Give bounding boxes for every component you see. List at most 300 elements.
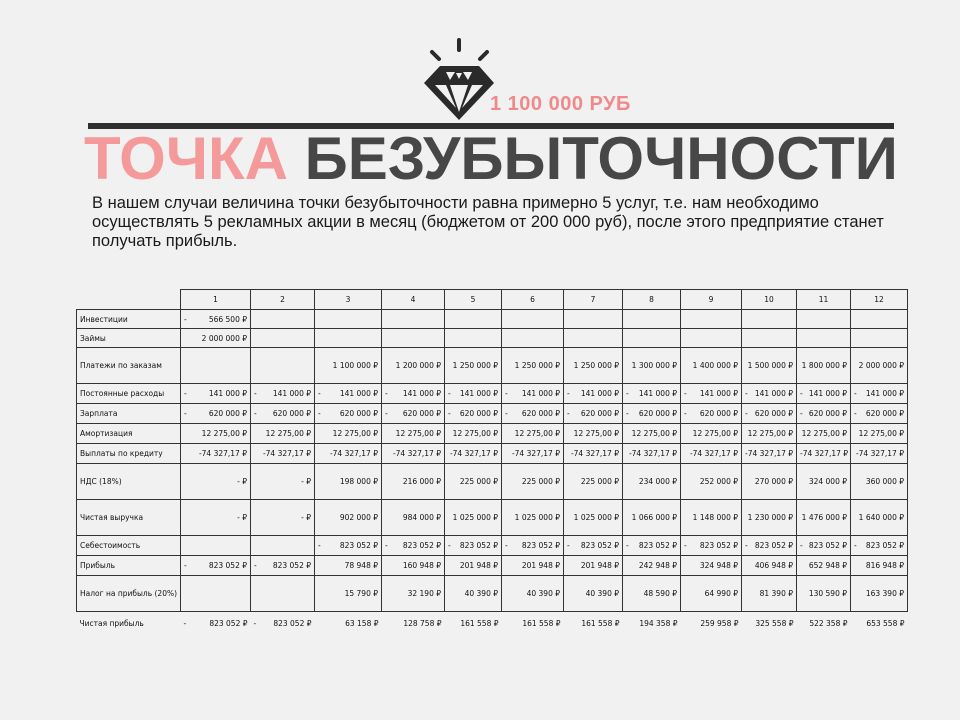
cell-value: 141 000 ₽ bbox=[272, 389, 311, 398]
cell-value: - ₽ bbox=[301, 513, 311, 522]
table-cell bbox=[181, 612, 251, 635]
table-cell bbox=[181, 424, 251, 444]
table-row bbox=[77, 464, 908, 500]
cell-value: 78 948 ₽ bbox=[344, 561, 378, 570]
table-cell bbox=[851, 310, 908, 329]
table-cell bbox=[251, 444, 315, 464]
cell-value: - ₽ bbox=[237, 477, 247, 486]
cell-value: 1 800 000 ₽ bbox=[801, 361, 847, 370]
negative-marker: - bbox=[385, 409, 388, 418]
cell-value: 141 000 ₽ bbox=[808, 389, 847, 398]
table-cell bbox=[681, 576, 742, 612]
table-cell bbox=[742, 424, 797, 444]
cell-value: 64 990 ₽ bbox=[704, 589, 738, 598]
cell-value: 141 000 ₽ bbox=[865, 389, 904, 398]
row-label: Прибыль bbox=[77, 556, 181, 576]
cell-value: 823 052 ₽ bbox=[459, 541, 498, 550]
cell-value: 823 052 ₽ bbox=[402, 541, 441, 550]
table-cell bbox=[251, 384, 315, 404]
table-cell bbox=[681, 536, 742, 556]
table-cell bbox=[181, 556, 251, 576]
table-cell bbox=[851, 576, 908, 612]
cell-value: 194 358 ₽ bbox=[639, 618, 678, 628]
cell-value: 225 000 ₽ bbox=[580, 477, 619, 486]
column-header: 12 bbox=[851, 290, 908, 310]
negative-marker: - bbox=[318, 389, 321, 398]
cell-value: 620 000 ₽ bbox=[208, 409, 247, 418]
row-label: Зарплата bbox=[77, 404, 181, 424]
table-cell bbox=[502, 536, 564, 556]
cell-value: 1 025 000 ₽ bbox=[573, 513, 619, 522]
table-cell bbox=[623, 536, 681, 556]
table-cell bbox=[564, 464, 623, 500]
cell-value: 620 000 ₽ bbox=[865, 409, 904, 418]
cell-value: -74 327,17 ₽ bbox=[392, 449, 441, 458]
table-cell bbox=[502, 464, 564, 500]
table-cell bbox=[181, 444, 251, 464]
column-header: 3 bbox=[315, 290, 382, 310]
table-cell bbox=[623, 384, 681, 404]
table-cell bbox=[564, 404, 623, 424]
table-cell bbox=[564, 556, 623, 576]
row-label: Налог на прибыль (20%) bbox=[77, 576, 181, 612]
cell-value: 1 066 000 ₽ bbox=[631, 513, 677, 522]
table-cell bbox=[251, 556, 315, 576]
cell-value: 406 948 ₽ bbox=[754, 561, 793, 570]
negative-marker: - bbox=[854, 389, 857, 398]
cell-value: 161 558 ₽ bbox=[522, 618, 561, 628]
table-cell bbox=[797, 384, 851, 404]
table-cell bbox=[315, 424, 382, 444]
table-cell bbox=[564, 612, 623, 635]
cell-value: 12 275,00 ₽ bbox=[631, 429, 677, 438]
table-row bbox=[77, 556, 908, 576]
table-cell bbox=[502, 612, 564, 635]
column-header: 4 bbox=[382, 290, 445, 310]
table-cell bbox=[315, 348, 382, 384]
cell-value: 620 000 ₽ bbox=[808, 409, 847, 418]
table-cell bbox=[382, 329, 445, 348]
column-header: 7 bbox=[564, 290, 623, 310]
cell-value: 2 000 000 ₽ bbox=[201, 333, 247, 343]
negative-marker: - bbox=[254, 409, 257, 418]
table-cell bbox=[681, 310, 742, 329]
table-cell bbox=[181, 500, 251, 536]
table-cell bbox=[681, 500, 742, 536]
table-cell bbox=[851, 444, 908, 464]
negative-marker: - bbox=[505, 389, 508, 398]
title-part2: БЕЗУБЫТОЧНОСТИ bbox=[304, 125, 898, 192]
cell-value: -74 327,17 ₽ bbox=[570, 449, 619, 458]
cell-value: 12 275,00 ₽ bbox=[395, 429, 441, 438]
table-cell bbox=[851, 348, 908, 384]
table-cell bbox=[797, 464, 851, 500]
cell-value: 984 000 ₽ bbox=[402, 513, 441, 522]
table-cell bbox=[445, 424, 502, 444]
table-cell bbox=[681, 444, 742, 464]
table-cell bbox=[797, 500, 851, 536]
negative-marker: - bbox=[253, 618, 257, 628]
table-cell bbox=[181, 464, 251, 500]
table-cell bbox=[623, 556, 681, 576]
negative-marker: - bbox=[626, 541, 629, 550]
table-cell bbox=[623, 576, 681, 612]
negative-marker: - bbox=[745, 541, 748, 550]
cell-value: 1 250 000 ₽ bbox=[573, 361, 619, 370]
table-cell bbox=[623, 464, 681, 500]
row-label: Амортизация bbox=[77, 424, 181, 444]
table-cell bbox=[742, 536, 797, 556]
negative-marker: - bbox=[184, 409, 187, 418]
cell-value: 1 250 000 ₽ bbox=[452, 361, 498, 370]
table-cell bbox=[315, 384, 382, 404]
table-cell bbox=[502, 404, 564, 424]
table-row bbox=[77, 310, 908, 329]
negative-marker: - bbox=[318, 409, 321, 418]
cell-value: 620 000 ₽ bbox=[754, 409, 793, 418]
table-cell bbox=[742, 444, 797, 464]
cell-value: 141 000 ₽ bbox=[402, 389, 441, 398]
table-row bbox=[77, 329, 908, 348]
table-cell bbox=[445, 500, 502, 536]
table-cell bbox=[382, 536, 445, 556]
cell-value: 225 000 ₽ bbox=[521, 477, 560, 486]
table-cell bbox=[382, 424, 445, 444]
table-cell bbox=[382, 556, 445, 576]
table-cell bbox=[564, 500, 623, 536]
table-cell bbox=[251, 464, 315, 500]
row-label: Чистая выручка bbox=[77, 500, 181, 536]
cell-value: 128 758 ₽ bbox=[403, 618, 442, 628]
table-cell bbox=[623, 329, 681, 348]
cell-value: 12 275,00 ₽ bbox=[573, 429, 619, 438]
negative-marker: - bbox=[183, 618, 187, 628]
table-cell bbox=[445, 348, 502, 384]
table-row bbox=[77, 500, 908, 536]
title-part1: ТОЧКА bbox=[84, 125, 288, 192]
cell-value: 12 275,00 ₽ bbox=[452, 429, 498, 438]
table-cell bbox=[564, 329, 623, 348]
cell-value: -74 327,17 ₽ bbox=[329, 449, 378, 458]
table-cell bbox=[851, 536, 908, 556]
table-cell bbox=[445, 612, 502, 635]
row-label: Инвестиции bbox=[77, 310, 181, 329]
table-cell bbox=[742, 310, 797, 329]
cell-value: - ₽ bbox=[301, 477, 311, 486]
table-cell bbox=[382, 612, 445, 635]
table-cell bbox=[502, 310, 564, 329]
negative-marker: - bbox=[684, 389, 687, 398]
cell-value: 1 025 000 ₽ bbox=[452, 513, 498, 522]
negative-marker: - bbox=[385, 541, 388, 550]
table-cell bbox=[382, 500, 445, 536]
table-cell bbox=[681, 424, 742, 444]
table-cell bbox=[797, 310, 851, 329]
cell-value: 1 250 000 ₽ bbox=[514, 361, 560, 370]
table-cell bbox=[851, 384, 908, 404]
table-cell bbox=[181, 384, 251, 404]
cell-value: 130 590 ₽ bbox=[808, 589, 847, 598]
column-header: 10 bbox=[742, 290, 797, 310]
row-label: Себестоимость bbox=[77, 536, 181, 556]
cell-value: 32 190 ₽ bbox=[407, 589, 441, 598]
table-cell bbox=[251, 576, 315, 612]
negative-marker: - bbox=[505, 409, 508, 418]
cell-value: 141 000 ₽ bbox=[521, 389, 560, 398]
table-cell bbox=[382, 310, 445, 329]
cell-value: 620 000 ₽ bbox=[272, 409, 311, 418]
cell-value: 201 948 ₽ bbox=[580, 561, 619, 570]
cell-value: 141 000 ₽ bbox=[580, 389, 619, 398]
table-cell bbox=[564, 444, 623, 464]
table-cell bbox=[315, 576, 382, 612]
cell-value: 652 948 ₽ bbox=[808, 561, 847, 570]
table-cell bbox=[623, 500, 681, 536]
cell-value: 324 948 ₽ bbox=[699, 561, 738, 570]
table-cell bbox=[797, 424, 851, 444]
table-cell bbox=[315, 556, 382, 576]
table-cell bbox=[623, 348, 681, 384]
cell-value: 234 000 ₽ bbox=[638, 477, 677, 486]
cell-value: -74 327,17 ₽ bbox=[511, 449, 560, 458]
table-cell bbox=[742, 404, 797, 424]
table-cell bbox=[502, 329, 564, 348]
table-cell bbox=[502, 444, 564, 464]
table-cell bbox=[681, 329, 742, 348]
cell-value: 823 052 ₽ bbox=[808, 541, 847, 550]
cell-value: 12 275,00 ₽ bbox=[265, 429, 311, 438]
table-cell bbox=[315, 536, 382, 556]
table-cell bbox=[623, 404, 681, 424]
negative-marker: - bbox=[626, 409, 629, 418]
negative-marker: - bbox=[745, 389, 748, 398]
table-cell bbox=[251, 348, 315, 384]
table-cell bbox=[181, 404, 251, 424]
negative-marker: - bbox=[854, 409, 857, 418]
table-cell bbox=[315, 500, 382, 536]
table-cell bbox=[315, 444, 382, 464]
table-cell bbox=[623, 424, 681, 444]
table-cell bbox=[445, 444, 502, 464]
cell-value: 1 400 000 ₽ bbox=[692, 361, 738, 370]
table-row bbox=[77, 612, 908, 635]
table-cell bbox=[251, 500, 315, 536]
table-cell bbox=[681, 556, 742, 576]
table-cell bbox=[742, 500, 797, 536]
cell-value: 161 558 ₽ bbox=[460, 618, 499, 628]
table-cell bbox=[382, 464, 445, 500]
cell-value: 160 948 ₽ bbox=[402, 561, 441, 570]
cell-value: 12 275,00 ₽ bbox=[747, 429, 793, 438]
cell-value: 216 000 ₽ bbox=[402, 477, 441, 486]
table-cell bbox=[251, 612, 315, 635]
table-cell bbox=[251, 310, 315, 329]
negative-marker: - bbox=[684, 541, 687, 550]
break-even-table bbox=[76, 289, 908, 635]
table-cell bbox=[382, 384, 445, 404]
table-cell bbox=[502, 384, 564, 404]
cell-value: 12 275,00 ₽ bbox=[801, 429, 847, 438]
negative-marker: - bbox=[505, 541, 508, 550]
table-cell bbox=[181, 576, 251, 612]
table-row bbox=[77, 444, 908, 464]
cell-value: -74 327,17 ₽ bbox=[449, 449, 498, 458]
table-cell bbox=[315, 310, 382, 329]
cell-value: 823 052 ₽ bbox=[272, 561, 311, 570]
table-cell bbox=[315, 612, 382, 635]
negative-marker: - bbox=[448, 389, 451, 398]
table-cell bbox=[742, 576, 797, 612]
row-label: Чистая прибыль bbox=[77, 612, 181, 635]
table-cell bbox=[797, 612, 851, 635]
negative-marker: - bbox=[684, 409, 687, 418]
cell-value: 141 000 ₽ bbox=[699, 389, 738, 398]
cell-value: 201 948 ₽ bbox=[521, 561, 560, 570]
table-row bbox=[77, 348, 908, 384]
cell-value: 201 948 ₽ bbox=[459, 561, 498, 570]
cell-value: 40 390 ₽ bbox=[526, 589, 560, 598]
negative-marker: - bbox=[254, 389, 257, 398]
table-cell bbox=[502, 500, 564, 536]
cell-value: 823 052 ₽ bbox=[580, 541, 619, 550]
cell-value: 81 390 ₽ bbox=[759, 589, 793, 598]
cell-value: 1 025 000 ₽ bbox=[514, 513, 560, 522]
cell-value: 1 148 000 ₽ bbox=[692, 513, 738, 522]
table-cell bbox=[315, 404, 382, 424]
cell-value: 1 500 000 ₽ bbox=[747, 361, 793, 370]
table-cell bbox=[181, 310, 251, 329]
cell-value: 48 590 ₽ bbox=[643, 589, 677, 598]
row-label: Постоянные расходы bbox=[77, 384, 181, 404]
negative-marker: - bbox=[318, 541, 321, 550]
table-cell bbox=[502, 556, 564, 576]
cell-value: 141 000 ₽ bbox=[459, 389, 498, 398]
negative-marker: - bbox=[567, 409, 570, 418]
cell-value: 259 958 ₽ bbox=[700, 618, 739, 628]
cell-value: 163 390 ₽ bbox=[865, 589, 904, 598]
column-header: 9 bbox=[681, 290, 742, 310]
cell-value: 1 100 000 ₽ bbox=[332, 361, 378, 370]
table-cell bbox=[502, 424, 564, 444]
cell-value: 325 558 ₽ bbox=[755, 618, 794, 628]
table-cell bbox=[851, 612, 908, 635]
row-label: НДС (18%) bbox=[77, 464, 181, 500]
table-cell bbox=[502, 576, 564, 612]
negative-marker: - bbox=[800, 409, 803, 418]
cell-value: -74 327,17 ₽ bbox=[855, 449, 904, 458]
cell-value: 324 000 ₽ bbox=[808, 477, 847, 486]
negative-marker: - bbox=[854, 541, 857, 550]
cell-value: 12 275,00 ₽ bbox=[332, 429, 378, 438]
table-cell bbox=[742, 612, 797, 635]
row-label: Выплаты по кредиту bbox=[77, 444, 181, 464]
table-cell bbox=[681, 464, 742, 500]
cell-value: 620 000 ₽ bbox=[638, 409, 677, 418]
table-row bbox=[77, 576, 908, 612]
cell-value: 1 200 000 ₽ bbox=[395, 361, 441, 370]
table-row bbox=[77, 384, 908, 404]
cell-value: 12 275,00 ₽ bbox=[692, 429, 738, 438]
cell-value: 63 158 ₽ bbox=[345, 618, 379, 628]
cell-value: 823 052 ₽ bbox=[699, 541, 738, 550]
corner-cell bbox=[77, 290, 181, 310]
cell-value: 620 000 ₽ bbox=[699, 409, 738, 418]
negative-marker: - bbox=[567, 389, 570, 398]
table-cell bbox=[445, 464, 502, 500]
table-row bbox=[77, 536, 908, 556]
cell-value: -74 327,17 ₽ bbox=[689, 449, 738, 458]
cell-value: 823 052 ₽ bbox=[754, 541, 793, 550]
cell-value: 12 275,00 ₽ bbox=[858, 429, 904, 438]
table-cell bbox=[623, 310, 681, 329]
header-row bbox=[77, 290, 908, 310]
table-cell bbox=[742, 384, 797, 404]
cell-value: 141 000 ₽ bbox=[754, 389, 793, 398]
cell-value: 823 052 ₽ bbox=[209, 618, 248, 628]
table-cell bbox=[742, 329, 797, 348]
cell-value: - ₽ bbox=[237, 513, 247, 522]
table-cell bbox=[251, 536, 315, 556]
table-cell bbox=[445, 384, 502, 404]
cell-value: 620 000 ₽ bbox=[459, 409, 498, 418]
table-cell bbox=[382, 444, 445, 464]
negative-marker: - bbox=[800, 389, 803, 398]
table-cell bbox=[851, 556, 908, 576]
negative-marker: - bbox=[184, 561, 187, 570]
table-cell bbox=[797, 404, 851, 424]
table-cell bbox=[251, 404, 315, 424]
page-title bbox=[84, 124, 904, 193]
table-cell bbox=[445, 576, 502, 612]
table-cell bbox=[681, 612, 742, 635]
negative-marker: - bbox=[254, 561, 257, 570]
table-cell bbox=[445, 329, 502, 348]
cell-value: 823 052 ₽ bbox=[865, 541, 904, 550]
table-cell bbox=[564, 576, 623, 612]
cell-value: -74 327,17 ₽ bbox=[198, 449, 247, 458]
table-cell bbox=[181, 536, 251, 556]
table-cell bbox=[797, 348, 851, 384]
cell-value: 242 948 ₽ bbox=[638, 561, 677, 570]
table-cell bbox=[564, 348, 623, 384]
table-cell bbox=[445, 404, 502, 424]
table-cell bbox=[681, 384, 742, 404]
cell-value: 252 000 ₽ bbox=[699, 477, 738, 486]
cell-value: -74 327,17 ₽ bbox=[800, 449, 849, 458]
cell-value: 225 000 ₽ bbox=[459, 477, 498, 486]
table-body bbox=[77, 310, 908, 635]
table-cell bbox=[382, 348, 445, 384]
cell-value: 823 052 ₽ bbox=[521, 541, 560, 550]
table-cell bbox=[564, 536, 623, 556]
cell-value: 198 000 ₽ bbox=[339, 477, 378, 486]
row-label: Платежи по заказам bbox=[77, 348, 181, 384]
table-row bbox=[77, 404, 908, 424]
column-header: 6 bbox=[502, 290, 564, 310]
cell-value: 620 000 ₽ bbox=[521, 409, 560, 418]
cell-value: 40 390 ₽ bbox=[585, 589, 619, 598]
description-text: В нашем случаи величина точки безубыточности равна примерно 5 услуг, т.е. нам необходимо осуществлять 5 рекламных акции в месяц (бюджетом от 200 000 руб), после этого предприятие станет получать прибыль. bbox=[92, 194, 884, 250]
cell-value: 12 275,00 ₽ bbox=[514, 429, 560, 438]
cell-value: 823 052 ₽ bbox=[208, 561, 247, 570]
cell-value: 15 790 ₽ bbox=[344, 589, 378, 598]
table-cell bbox=[797, 576, 851, 612]
negative-marker: - bbox=[448, 541, 451, 550]
cell-value: 620 000 ₽ bbox=[580, 409, 619, 418]
cell-value: -74 327,17 ₽ bbox=[262, 449, 311, 458]
column-header: 8 bbox=[623, 290, 681, 310]
table-cell bbox=[797, 444, 851, 464]
